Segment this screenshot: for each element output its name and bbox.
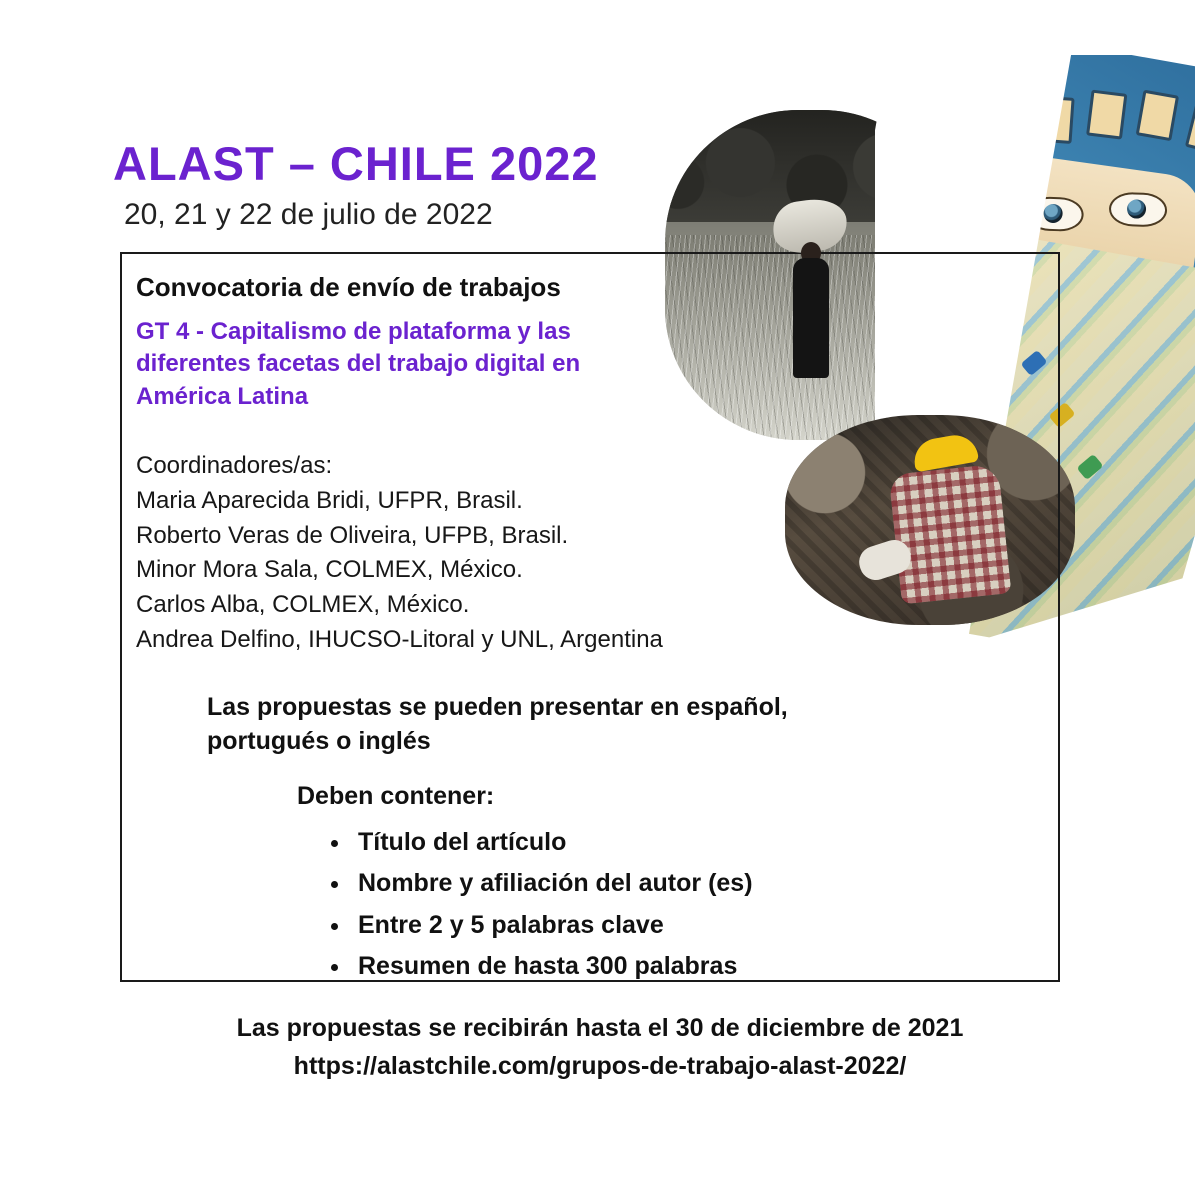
window-icon: [1136, 90, 1179, 142]
coordinator-item: Maria Aparecida Bridi, UFPR, Brasil.: [136, 486, 523, 514]
farmer-figure: [777, 198, 843, 378]
deadline-text: Las propuestas se recibirán hasta el 30 de diciembre de 2021: [236, 1014, 964, 1042]
eye-icon: [1108, 192, 1167, 228]
worker-shirt-shape: [889, 464, 1012, 605]
requirements-list: [312, 822, 753, 987]
window-icon: [1086, 90, 1127, 140]
list-item: • Resumen de hasta 300 palabras: [352, 946, 753, 987]
submission-url[interactable]: https://alastchile.com/grupos-de-trabajo-alast-2022/: [293, 1051, 907, 1080]
coordinator-item: Carlos Alba, COLMEX, México.: [136, 591, 470, 619]
call-heading: Convocatoria de envío de trabajos: [136, 272, 561, 302]
requirements-heading: Deben contener:: [297, 782, 495, 810]
coordinator-item: Andrea Delfino, IHUCSO-Litoral y UNL, Argentina: [136, 625, 663, 653]
coordinators-block: [136, 449, 663, 658]
coordinator-item: Minor Mora Sala, COLMEX, México.: [136, 556, 523, 584]
coordinator-item: Roberto Veras de Oliveira, UFPB, Brasil.: [136, 521, 569, 549]
window-icon: [1185, 102, 1195, 155]
languages-note: Las propuestas se pueden presentar en español, portugués o inglés: [207, 693, 788, 755]
footer: [0, 1010, 1200, 1085]
page-title: ALAST – CHILE 2022: [113, 137, 599, 190]
body-shape: [793, 258, 829, 378]
call-for-papers-box: [120, 252, 1060, 982]
list-item: • Título del artículo: [352, 822, 753, 863]
list-item: • Nombre y afiliación del autor (es): [352, 863, 753, 904]
event-dates: 20, 21 y 22 de julio de 2022: [124, 198, 493, 231]
working-group-title: GT 4 - Capitalismo de plataforma y las diferentes facetas del trabajo digital en América Latina: [136, 318, 581, 410]
coordinators-label: Coordinadores/as:: [136, 452, 333, 479]
list-item: • Entre 2 y 5 palabras clave: [352, 905, 753, 946]
